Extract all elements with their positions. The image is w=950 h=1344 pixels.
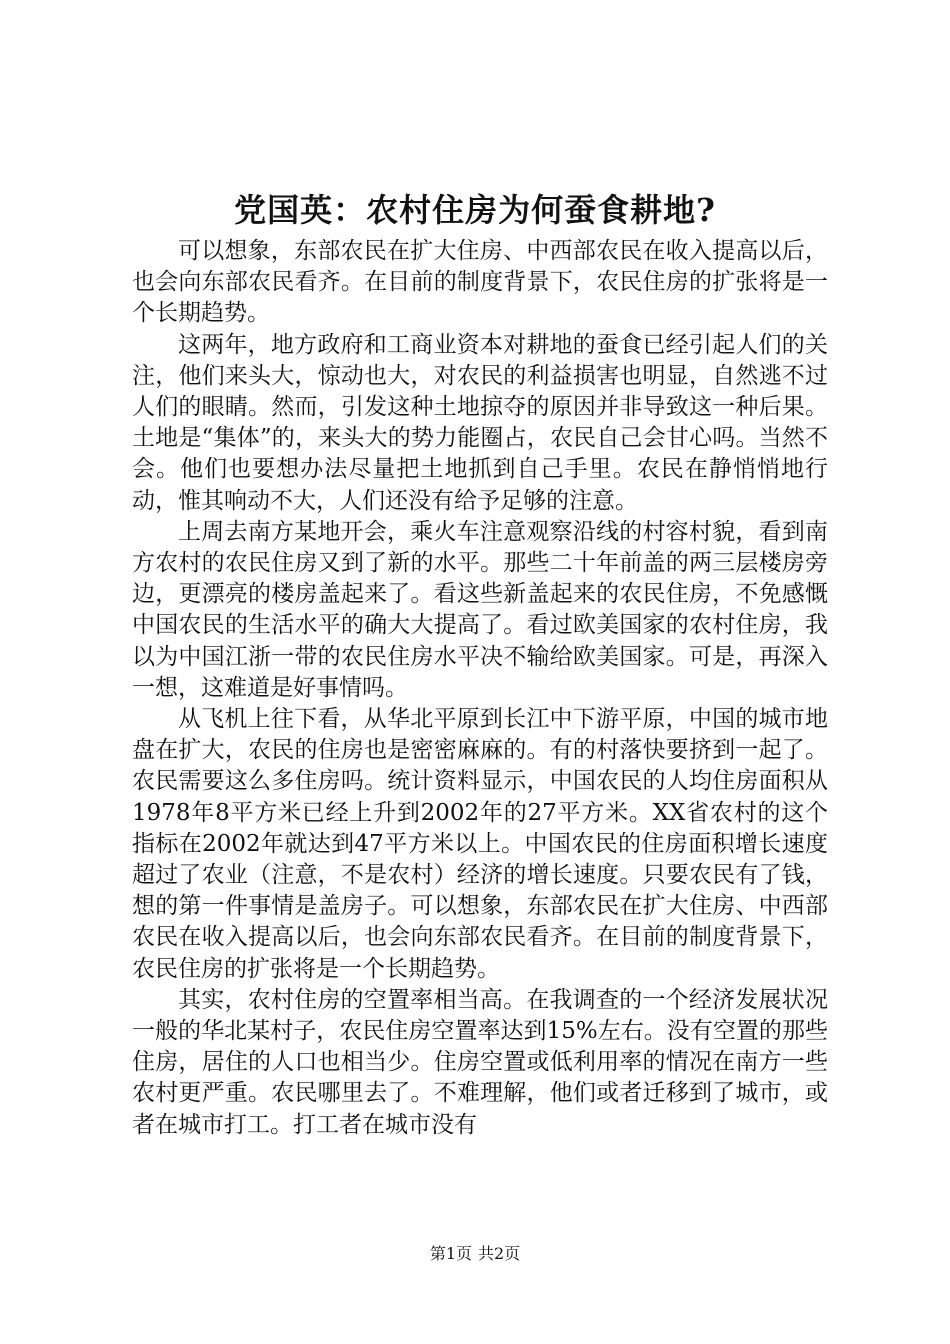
paragraph: 可以想象，东部农民在扩大住房、中西部农民在收入提高以后，也会向东部农民看齐。在目前的制度背景下，农民住房的扩张将是一个长期趋势。: [132, 238, 828, 327]
paragraph: 上周去南方某地开会，乘火车注意观察沿线的村容村貌，看到南方农村的农民住房又到了新的水平。那些二十年前盖的两三层楼房旁边，更漂亮的楼房盖起来了。看这些新盖起来的农民住房，不免感慨中国农民的生活水平的确大大提高了。看过欧美国家的农村住房，我以为中国江浙一带的农民住房水平决不输给欧美国家。可是，再深入一想，这难道是好事情吗。: [132, 518, 828, 701]
document-body: [132, 236, 828, 1141]
paragraph: 从飞机上往下看，从华北平原到长江中下游平原，中国的城市地盘在扩大，农民的住房也是密密麻麻的。有的村落快要挤到一起了。农民需要这么多住房吗。统计资料显示，中国农民的人均住房面积从1978年8平方米已经上升到2002年的27平方米。XX省农村的这个指标在2002年就达到47平方米以上。中国农民的住房面积增长速度超过了农业（注意，不是农村）经济的增长速度。只要农民有了钱，想的第一件事情是盖房子。可以想象，东部农民在扩大住房、中西部农民在收入提高以后，也会向东部农民看齐。在目前的制度背景下，农民住房的扩张将是一个长期趋势。: [132, 706, 828, 982]
paragraph: 这两年，地方政府和工商业资本对耕地的蚕食已经引起人们的关注，他们来头大，惊动也大，对农民的利益损害也明显，自然逃不过人们的眼睛。然而，引发这种土地掠夺的原因并非导致这一种后果。土地是“集体”的，来头大的势力能圈占，农民自己会甘心吗。当然不会。他们也要想办法尽量把土地抓到自己手里。农民在静悄悄地行动，惟其响动不大，人们还没有给予足够的注意。: [132, 331, 828, 514]
page-number: 第1页: [429, 1244, 472, 1263]
paragraph: 其实，农村住房的空置率相当高。在我调查的一个经济发展状况一般的华北某村子，农民住房空置率达到15%左右。没有空置的那些住房，居住的人口也相当少。住房空置或低利用率的情况在南方一些农村更严重。农民哪里去了。不难理解，他们或者迁移到了城市，或者在城市打工。打工者在城市没有: [132, 986, 828, 1138]
document-title: 党国英：农村住房为何蚕食耕地?: [234, 191, 716, 229]
page-footer: [0, 1244, 950, 1264]
page-total: 共2页: [478, 1244, 521, 1263]
